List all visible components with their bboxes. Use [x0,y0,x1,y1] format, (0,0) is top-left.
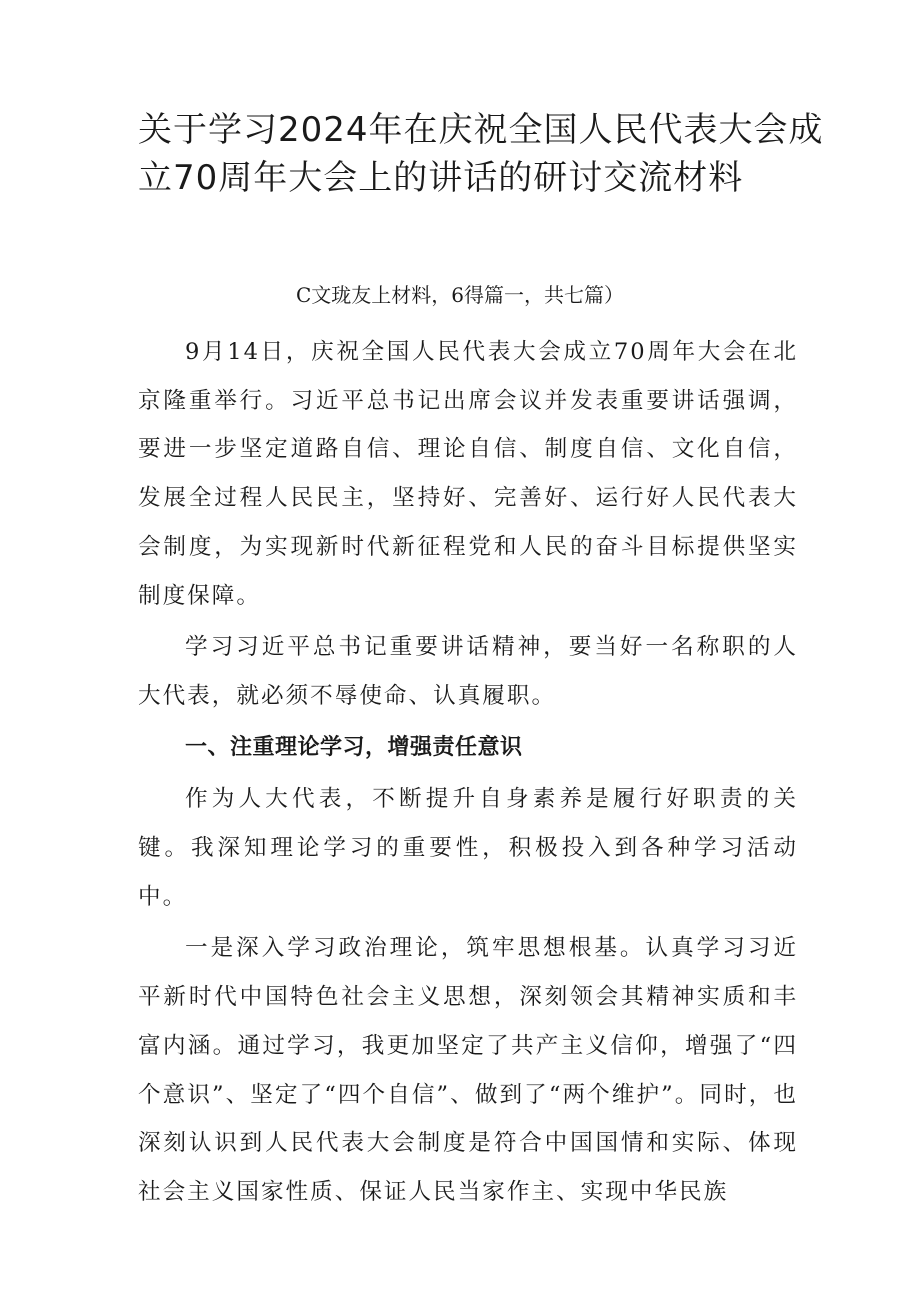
section-heading-1: 一、注重理论学习，增强责任意识 [185,734,523,760]
document-body [138,328,798,1220]
body-paragraph-1: 9月14日，庆祝全国人民代表大会成立70周年大会在北京隆重举行。习近平总书记出席会议并发表重要讲话强调，要进一步坚定道路自信、理论自信、制度自信、文化自信，发展全过程人民民主，坚持好、完善好、运行好人民代表大会制度，为实现新时代新征程党和人民的奋斗目标提供坚实制度保障。 [138,339,798,609]
title-line-2: 立70周年大会上的讲话的研讨交流材料 [138,158,744,198]
body-paragraph-2: 学习习近平总书记重要讲话精神，要当好一名称职的人大代表，就必须不辱使命、认真履职。 [138,634,798,709]
section1-paragraph-1: 作为人大代表，不断提升自身素养是履行好职责的关键。我深知理论学习的重要性，积极投入到各种学习活动中。 [138,786,798,910]
title-line-1: 关于学习2024年在庆祝全国人民代表大会成 [138,110,824,150]
document-subtitle: C文珑友上材料，6得篇一，共七篇） [295,283,625,307]
section1-paragraph-2: 一是深入学习政治理论，筑牢思想根基。认真学习习近平新时代中国特色社会主义思想，深刻领会其精神实质和丰富内涵。通过学习，我更加坚定了共产主义信仰，增强了“四个意识”、坚定了“四个自信”、做到了“两个维护”。同时，也深刻认识到人民代表大会制度是符合中国国情和实际、体现社会主义国家性质、保证人民当家作主、实现中华民族 [138,935,798,1205]
document-title [138,106,824,202]
